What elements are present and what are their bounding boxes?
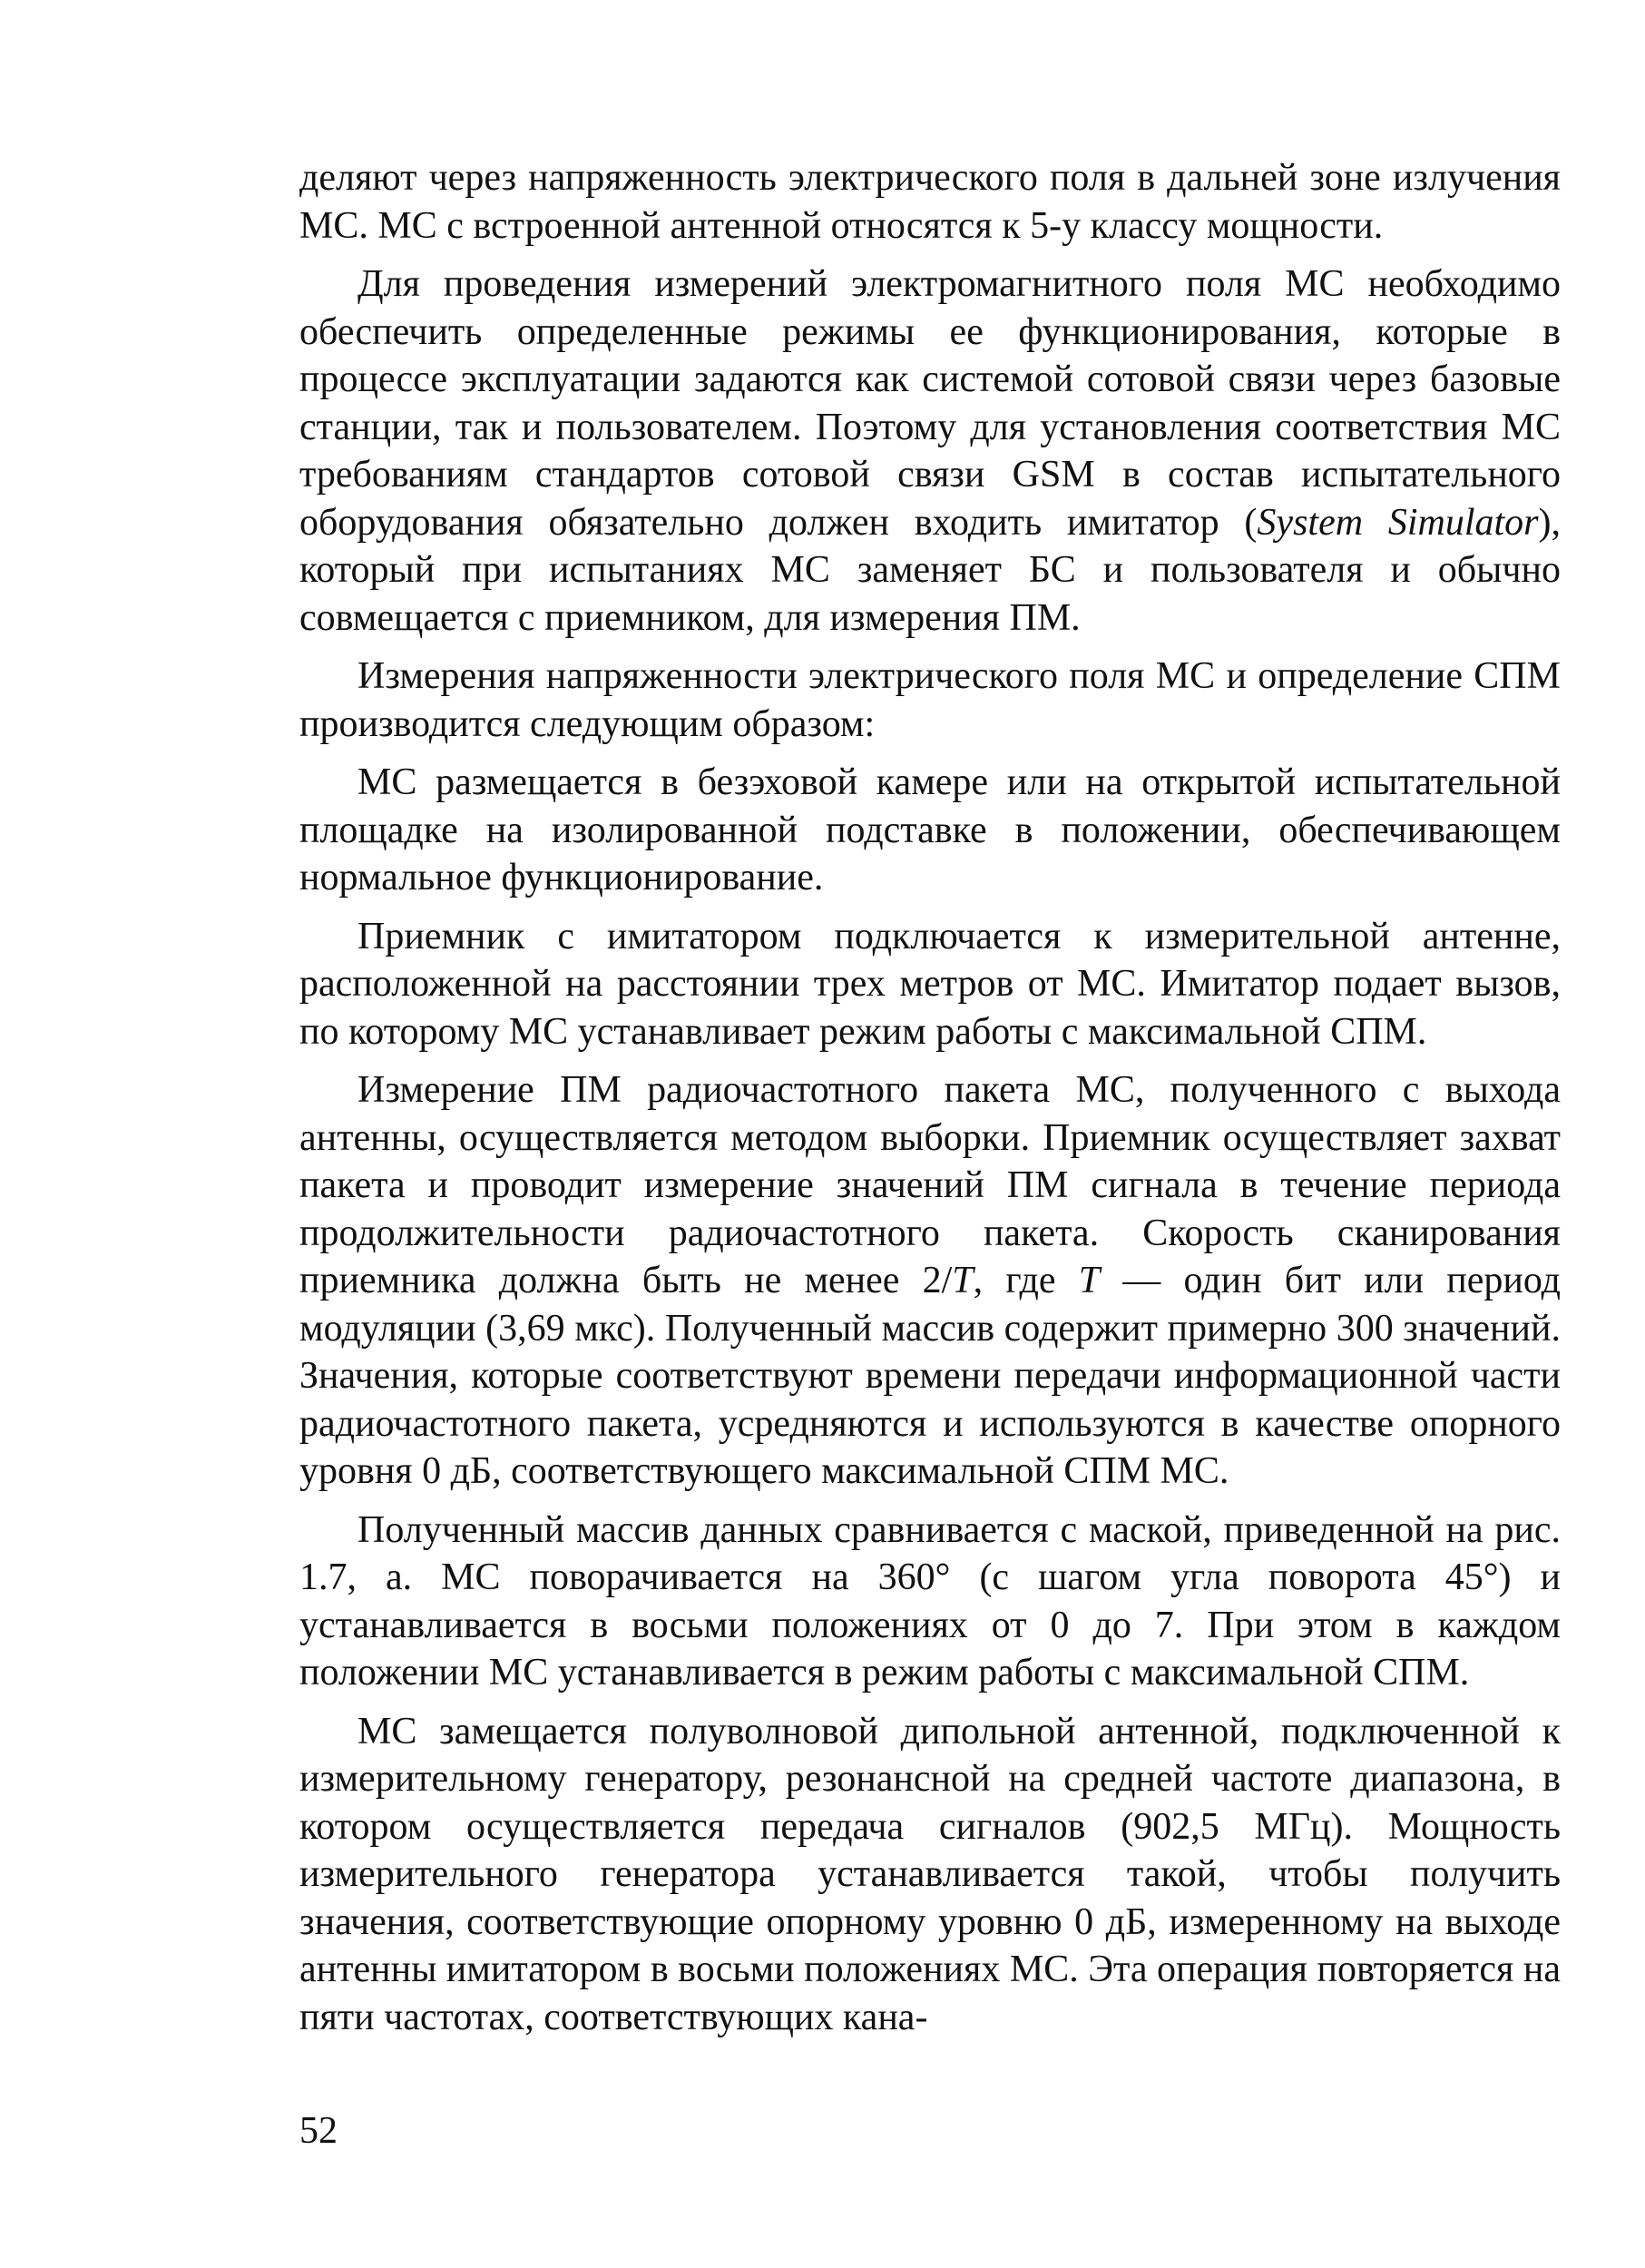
paragraph-2-text-end: ), который при испытаниях МС заменяет БС и пользователя и обычно совмещается с приемником, для измерения ПМ. bbox=[299, 501, 1562, 639]
paragraph-2-text-start: Для проведения измерений электромагнитного поля МС необходимо обеспечить определенные режимы ее функционирования, которые в процессе эксплуатации задаются как системой сотовой связи через базовые станции, так и пользователем. Поэтому для установления соответствия МС требованиям стандартов сотовой связи GSM в состав испытательного оборудования обязательно должен входить имитатор ( bbox=[299, 263, 1561, 544]
paragraph-3 bbox=[299, 653, 1561, 748]
paragraph-5 bbox=[299, 913, 1561, 1056]
paragraph-4-text: МС размещается в безэховой камере или на открытой испытательной площадке на изолированной подставке в положении, обеспечивающем нормальное функционирование. bbox=[299, 761, 1561, 898]
page-number: 52 bbox=[299, 2110, 338, 2152]
paragraph-6-text-end: — один бит или период модуляции (3,69 мкс). Полученный массив содержит примерно 300 значений. Значения, которые соответствуют времени передачи информационной части радиочастотного пакета, усредняются и используются в качестве опорного уровня 0 дБ, соответствующего максимальной СПМ МС. bbox=[299, 1260, 1562, 1492]
paragraph-3-text: Измерения напряженности электрического поля МС и определение СПМ производится следующим образом: bbox=[299, 655, 1561, 745]
paragraph-1-text: деляют через напряженность электрического поля в дальней зоне излучения МС. МС с встроенной антенной относятся к 5-у классу мощности. bbox=[299, 157, 1561, 247]
paragraph-6-italic-t2: T bbox=[1078, 1260, 1101, 1301]
paragraph-5-text: Приемник с имитатором подключается к измерительной антенне, расположенной на расстоянии трех метров от МС. Имитатор подает вызов, по которому МС устанавливает режим работы с максимальной СПМ. bbox=[299, 915, 1561, 1053]
paragraph-8 bbox=[299, 1708, 1561, 2042]
paragraph-6-italic-t1: T bbox=[952, 1260, 974, 1301]
paragraph-2 bbox=[299, 260, 1561, 642]
paragraph-7 bbox=[299, 1507, 1561, 1697]
paragraph-4 bbox=[299, 759, 1561, 902]
paragraph-6-text-middle: , где bbox=[973, 1260, 1079, 1301]
paragraph-1 bbox=[299, 154, 1561, 250]
paragraph-2-italic-term: System Simulator bbox=[1257, 501, 1539, 544]
paragraph-7-text: Полученный массив данных сравнивается с маской, приведенной на рис. 1.7, а. МС поворачивается на 360° (с шагом угла поворота 45°) и устанавливается в восьми положениях от 0 до 7. При этом в каждом положении МС устанавливается в режим работы с максимальной СПМ. bbox=[299, 1508, 1561, 1694]
paragraph-6-text-start: Измерение ПМ радиочастотного пакета МС, полученного с выхода антенны, осуществляется методом выборки. Приемник осуществляет захват пакета и проводит измерение значений ПМ сигнала в течение периода продолжительности радиочастотного пакета. Скорость сканирования приемника должна быть не менее 2/ bbox=[299, 1069, 1561, 1301]
page-body bbox=[299, 154, 1561, 2052]
paragraph-8-text: МС замещается полуволновой дипольной антенной, подключенной к измерительному генератору, резонансной на средней частоте диапазона, в котором осуществляется передача сигналов (902,5 МГц). Мощность измерительного генератора устанавливается такой, чтобы получить значения, соответствующие опорному уровню 0 дБ, измеренному на выходе антенны имитатором в восьми положениях МС. Эта операция повторяется на пяти частотах, соответствующих кана- bbox=[299, 1710, 1561, 2038]
paragraph-6 bbox=[299, 1066, 1561, 1496]
